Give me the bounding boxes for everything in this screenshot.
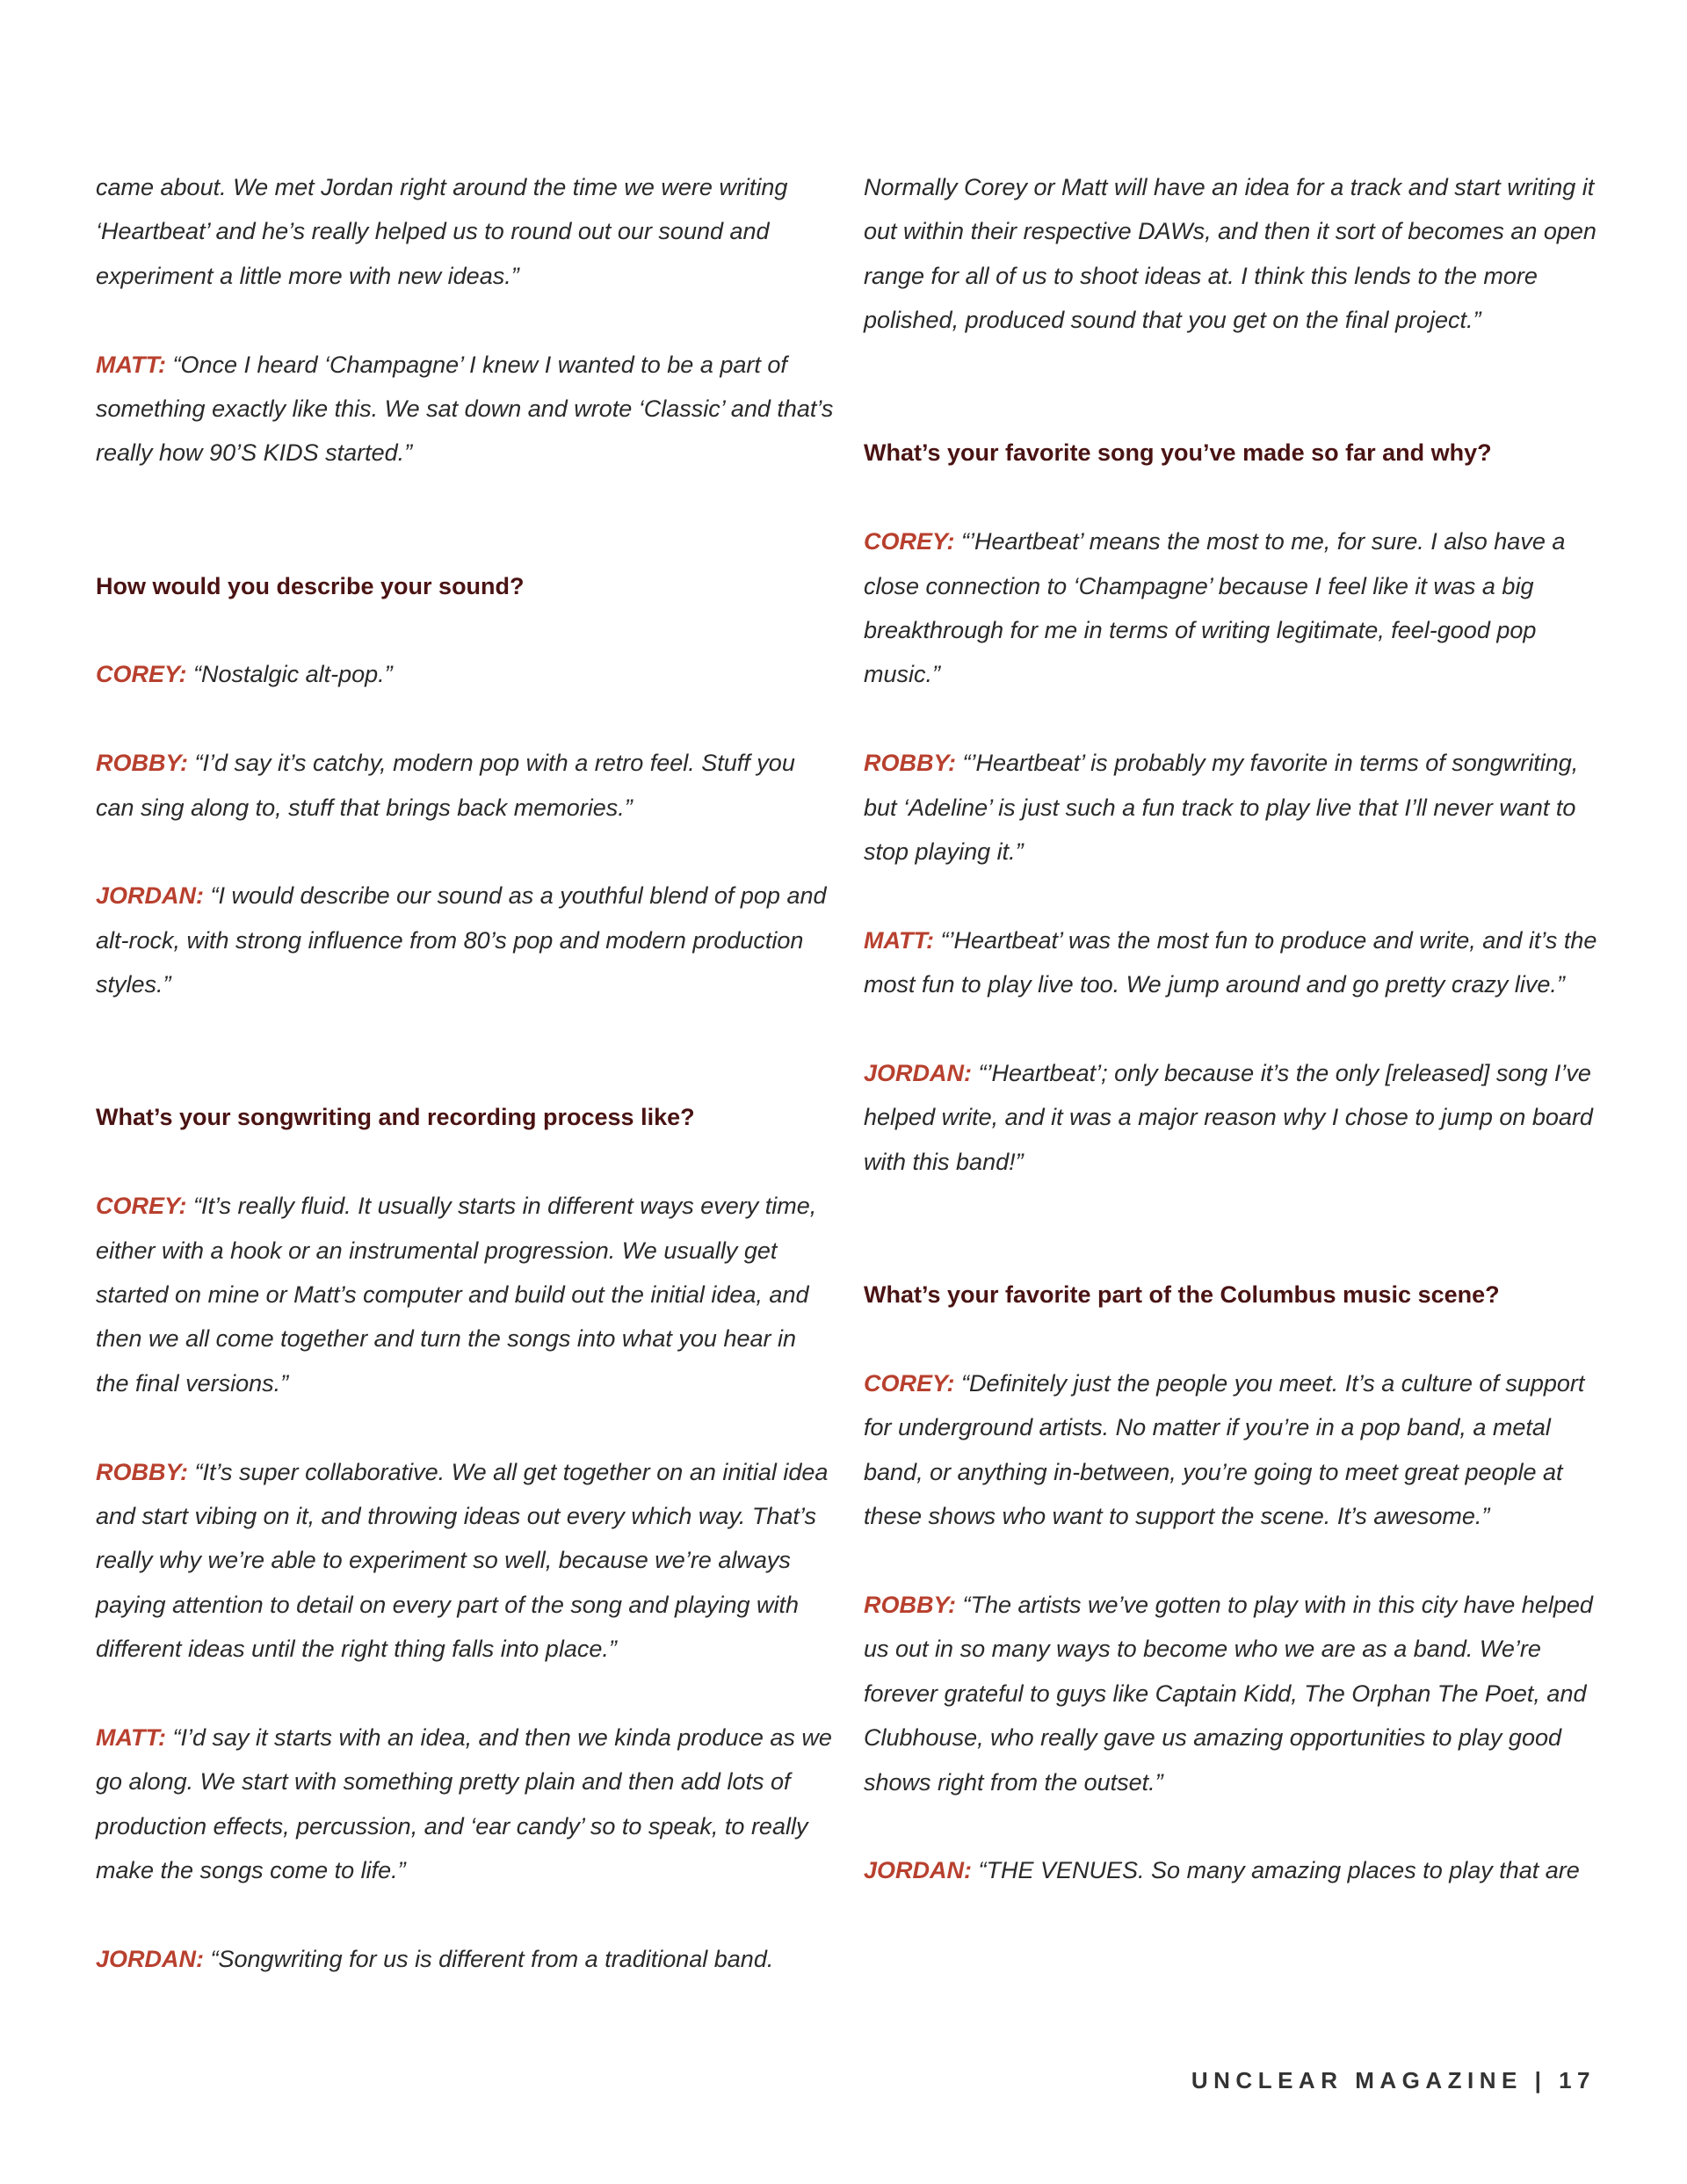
- speaker-label: MATT:: [864, 926, 934, 954]
- interview-question: What’s your favorite part of the Columbus music scene?: [864, 1281, 1500, 1309]
- speaker-label: ROBBY:: [96, 1458, 189, 1485]
- right-column: [864, 165, 1602, 1893]
- answer-jordan: [96, 874, 834, 1006]
- speaker-label: ROBBY:: [96, 750, 189, 777]
- page-footer: UNCLEAR MAGAZINE | 17: [1191, 2067, 1596, 2093]
- speaker-label: MATT:: [96, 1724, 166, 1752]
- answer-corey: [96, 652, 834, 696]
- answer-jordan: [864, 1051, 1602, 1184]
- paragraph-continuation: Normally Corey or Matt will have an idea for a track and start writing it out within their respective DAWs, and then it sort of becomes an open range for all of us to shoot ideas at. I think this lends to the more polished, produced sound that you get on the final project.”: [864, 174, 1596, 334]
- answer-jordan: [864, 1848, 1602, 1892]
- speaker-label: ROBBY:: [864, 1591, 957, 1618]
- answer-text: “’Heartbeat’ is probably my favorite in terms of songwriting, but ‘Adeline’ is just such a fun track to play live that I’ll never want to stop playing it.”: [864, 750, 1579, 866]
- answer-jordan: [96, 1937, 834, 1981]
- answer-text: “I’d say it’s catchy, modern pop with a retro feel. Stuff you can sing along to, stuff that brings back memories.”: [96, 750, 795, 821]
- answer-text: “Once I heard ‘Champagne’ I knew I wanted to be a part of something exactly like this. We sat down and wrote ‘Classic’ and that’s really how 90’S KIDS started.”: [96, 351, 834, 467]
- answer-text: “’Heartbeat’; only because it’s the only [released] song I’ve helped write, and it was a major reason why I chose to jump on board with this band!”: [864, 1060, 1593, 1175]
- answer-text: “I would describe our sound as a youthful blend of pop and alt-rock, with strong influence from 80’s pop and modern production styles.”: [96, 882, 827, 998]
- interview-question: What’s your songwriting and recording process like?: [96, 1104, 695, 1131]
- speaker-label: ROBBY:: [864, 750, 957, 777]
- speaker-label: COREY:: [864, 1369, 955, 1397]
- answer-text: “I’d say it starts with an idea, and then we kinda produce as we go along. We start with something pretty plain and then add lots of production effects, percussion, and ‘ear candy’ so to speak, to really make the songs come to life.”: [96, 1724, 832, 1884]
- speaker-label: MATT:: [96, 351, 166, 378]
- answer-text: “It’s super collaborative. We all get together on an initial idea and start vibing on it, and throwing ideas out every which way. That’s really why we’re able to experiment so well, because we’re always paying attention to detail on every part of the song and playing with different ideas until the right thing falls into place.”: [96, 1458, 829, 1663]
- interview-question: How would you describe your sound?: [96, 572, 525, 599]
- answer-text: “Nostalgic alt-pop.”: [186, 661, 393, 688]
- speaker-label: JORDAN:: [864, 1857, 973, 1884]
- answer-text: “Definitely just the people you meet. It’s a culture of support for underground artists. No matter if you’re in a pop band, a metal band, or anything in-between, you’re going to meet great people at these shows who want to support the scene. It’s awesome.”: [864, 1369, 1585, 1530]
- answer-corey: [96, 1184, 834, 1405]
- answer-robby: [864, 741, 1602, 874]
- answer-matt: [96, 343, 834, 475]
- answer-robby: [96, 1450, 834, 1672]
- speaker-label: COREY:: [864, 528, 955, 555]
- answer-matt: [864, 918, 1602, 1007]
- paragraph-continuation: came about. We met Jordan right around the time we were writing ‘Heartbeat’ and he’s really helped us to round out our sound and experiment a little more with new ideas.”: [96, 174, 788, 289]
- answer-corey: [864, 1361, 1602, 1539]
- speaker-label: COREY:: [96, 661, 187, 688]
- speaker-label: JORDAN:: [96, 882, 205, 910]
- speaker-label: COREY:: [96, 1193, 187, 1220]
- answer-robby: [864, 1583, 1602, 1804]
- answer-text: “’Heartbeat’ was the most fun to produce and write, and it’s the most fun to play live too. We jump around and go pretty crazy live.”: [864, 926, 1597, 998]
- answer-text: “The artists we’ve gotten to play with in this city have helped us out in so many ways to become who we are as a band. We’re forever grateful to guys like Captain Kidd, The Orphan The Poet, and Clubhouse, who really gave us amazing opportunities to play good shows right from the outset.”: [864, 1591, 1593, 1796]
- interview-question: What’s your favorite song you’ve made so far and why?: [864, 439, 1492, 467]
- answer-matt: [96, 1716, 834, 1893]
- left-column: [96, 165, 834, 1982]
- answer-text: “Songwriting for us is different from a traditional band.: [204, 1946, 774, 1973]
- speaker-label: JORDAN:: [96, 1946, 205, 1973]
- answer-corey: [864, 519, 1602, 697]
- answer-text: “THE VENUES. So many amazing places to play that are: [972, 1857, 1580, 1884]
- speaker-label: JORDAN:: [864, 1060, 973, 1087]
- answer-text: “’Heartbeat’ means the most to me, for sure. I also have a close connection to ‘Champagne’ because I feel like it was a big breakthrough for me in terms of writing legitimate, feel-good pop music.”: [864, 528, 1566, 688]
- answer-robby: [96, 741, 834, 830]
- answer-text: “It’s really fluid. It usually starts in different ways every time, either with a hook or an instrumental progression. We usually get started on mine or Matt’s computer and build out the initial idea, and then we all come together and turn the songs into what you hear in the final versions.”: [96, 1193, 817, 1397]
